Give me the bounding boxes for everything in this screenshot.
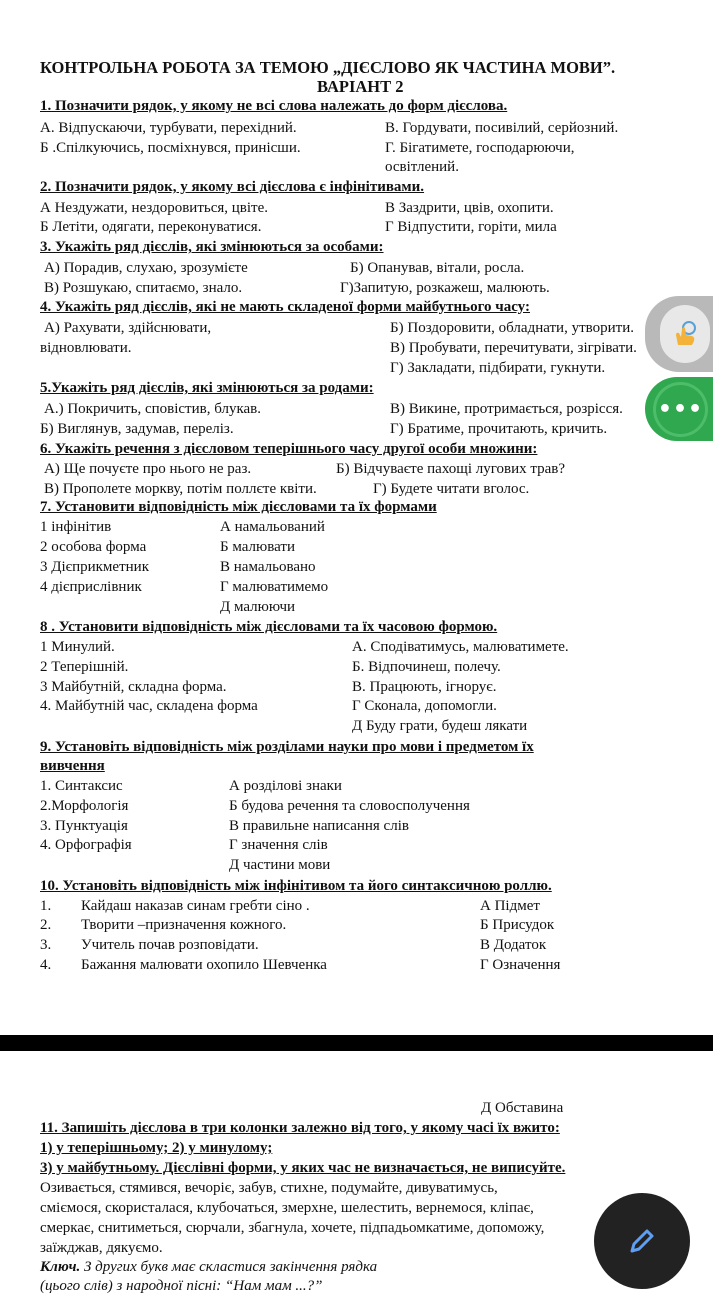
question-6-heading: 6. Укажіть речення з дієсловом теперішнього часу другої особи множини: [40,441,538,457]
q7-right-item: Б малювати [220,539,295,555]
q8-right-item: Г Сконала, допомогли. [352,698,497,714]
q9-left-item: 2.Морфологія [40,798,129,814]
q11-words-line: сміємося, скористалася, клубочаться, змерхне, шелестить, вернемося, кліпає, [40,1200,534,1216]
q1-option-c: Б .Спілкуючись, посміхнувся, принісши. [40,140,301,156]
q11-key-label: Ключ. [40,1259,81,1275]
q7-left-item: 2 особова форма [40,539,147,555]
q9-left-item: 4. Орфографія [40,837,132,853]
q11-key-text: З других букв має скластися закінчення рядка [80,1259,378,1275]
question-10-heading: 10. Установіть відповідність між інфінітивом та його синтаксичною роллю. [40,878,552,894]
question-9-heading: 9. Установіть відповідність між розділами науки про мови і предметом їх [40,739,534,755]
q10-number: 3. [40,937,52,953]
question-4-heading: 4. Укажіть ряд дієслів, які не мають складеної форми майбутнього часу: [40,299,530,315]
q10-sentence: Кайдаш наказав синам гребти сіно . [81,898,310,914]
q4-option-a: А) Рахувати, здійснювати, [44,320,212,336]
q4-option-c: В) Пробувати, перечитувати, зігрівати. [390,340,637,356]
q6-option-c: В) Прополете моркву, потім поллєте квіти. [44,481,317,497]
more-options-button[interactable] [653,382,708,437]
q6-option-d: Г) Будете читати вголос. [373,481,530,497]
hand-pointer-button[interactable] [660,305,710,363]
q11-words-line: Озивається, стямився, вечоріє, забув, стихне, подумайте, дивуватимусь, [40,1180,498,1196]
q6-option-b: Б) Відчуваєте пахощі лугових трав? [336,461,565,477]
q9-right-item: В правильне написання слів [229,818,409,834]
q4-option-a-cont: відновлювати. [40,340,132,356]
q10-sentence: Бажання малювати охопило Шевченка [81,957,327,973]
q11-words-line: заїжджав, дякуємо. [40,1240,163,1256]
question-11-heading-3: 3) у майбутньому. Дієслівні форми, у яких час не визначається, не виписуйте. [40,1160,566,1176]
q1-option-b: В. Гордувати, посивілий, серйозний. [385,120,619,136]
q2-option-a: А Нездужати, нездоровиться, цвіте. [40,200,269,216]
page-title: КОНТРОЛЬНА РОБОТА ЗА ТЕМОЮ „ДІЄСЛОВО ЯК ЧАСТИНА МОВИ”. [40,58,616,77]
q5-option-d: Г) Братиме, прочитають, кричить. [390,421,608,437]
question-3-heading: 3. Укажіть ряд дієслів, які змінюються за особами: [40,239,384,255]
q5-option-b: В) Викине, протримається, розрісся. [390,401,623,417]
q7-right-item: В намальовано [220,559,316,575]
q10-role: В Додаток [480,937,547,953]
q2-option-b: В Заздрити, цвів, охопити. [385,200,554,216]
question-1-heading: 1. Позначити рядок, у якому не всі слова належать до форм дієслова. [40,98,508,114]
q2-option-d: Г Відпустити, горіти, мила [385,219,557,235]
q8-left-item: 1 Минулий. [40,639,115,655]
q10-role: А Підмет [480,898,540,914]
q1-option-a: А. Відпускаючи, турбувати, перехідний. [40,120,297,136]
question-7-heading: 7. Установити відповідність між дієсловами та їх формами [40,499,437,515]
q8-right-item: Б. Відпочинеш, полечу. [352,659,501,675]
q7-right-item: А намальований [220,519,325,535]
q8-left-item: 3 Майбутній, складна форма. [40,679,227,695]
q10-sentence: Творити –призначення кожного. [81,917,287,933]
question-11-heading-2: 1) у теперішньому; 2) у минулому; [40,1140,273,1156]
variant-title: ВАРІАНТ 2 [317,77,404,96]
q9-right-item: А розділові знаки [229,778,342,794]
q7-left-item: 1 інфінітив [40,519,112,535]
question-5-heading: 5.Укажіть ряд дієслів, які змінюються за родами: [40,380,374,396]
question-11-heading: 11. Запишіть дієслова в три колонки залежно від того, у якому часі їх вжито: [40,1120,560,1136]
question-2-heading: 2. Позначити рядок, у якому всі дієслова є інфінітивами. [40,179,425,195]
q4-option-d: Г) Закладати, підбирати, гукнути. [390,360,606,376]
q9-right-item: Б будова речення та словосполучення [229,798,470,814]
q6-option-a: А) Ще почуєте про нього не раз. [44,461,252,477]
q10-role: Б Присудок [480,917,555,933]
q7-right-item: Д малюючи [220,599,296,615]
q10-number: 4. [40,957,52,973]
q9-left-item: 3. Пунктуація [40,818,128,834]
q1-option-d-cont: освітлений. [385,159,459,175]
q4-option-b: Б) Поздоровити, обладнати, утворити. [390,320,634,336]
q11-key-cont: (цього слів) з народної пісні: “Нам мам ...?” [40,1278,323,1294]
q8-right-item: Д Буду грати, будеш лякати [352,718,528,734]
question-8-heading: 8 . Установити відповідність між дієсловами та їх часовою формою. [40,619,498,635]
q10-role-extra: Д Обставина [481,1100,564,1116]
q9-right-item: Д частини мови [229,857,331,873]
q9-right-item: Г значення слів [229,837,328,853]
q7-right-item: Г малюватимемо [220,579,329,595]
q2-option-c: Б Летіти, одягати, переконуватися. [40,219,262,235]
q5-option-c: Б) Виглянув, задумав, переліз. [40,421,234,437]
q9-left-item: 1. Синтаксис [40,778,123,794]
q10-number: 1. [40,898,52,914]
q8-left-item: 2 Теперішній. [40,659,129,675]
q8-left-item: 4. Майбутній час, складена форма [40,698,258,714]
q7-left-item: 3 Дієприкметник [40,559,149,575]
q11-words-line: смеркає, снитиметься, сюрчали, збагнула, хочете, підпадьомкатиме, допоможу, [40,1220,545,1236]
q10-number: 2. [40,917,52,933]
q3-option-c: В) Розшукаю, спитаємо, знало. [44,280,243,296]
q10-sentence: Учитель почав розповідати. [81,937,259,953]
q3-option-d: Г)Запитую, розкажеш, малюють. [340,280,550,296]
q10-role: Г Означення [480,957,561,973]
q3-option-a: А) Порадив, слухаю, зрозумієте [44,260,248,276]
q8-right-item: В. Працюють, ігнорує. [352,679,497,695]
more-dots-icon: ••• [657,397,704,422]
hand-pointer-icon [670,319,700,349]
q8-right-item: А. Сподіватимусь, малюватимете. [352,639,569,655]
page-separator [0,1035,713,1051]
q7-left-item: 4 дієприслівник [40,579,142,595]
pencil-icon [625,1224,659,1258]
q5-option-a: А.) Покричить, сповістив, блукав. [44,401,261,417]
question-9-heading-cont: вивчення [40,758,105,774]
edit-button[interactable] [594,1193,690,1289]
q11-key [40,1258,377,1276]
q3-option-b: Б) Опанував, вітали, росла. [350,260,525,276]
q1-option-d: Г. Бігатимете, господарюючи, [385,140,575,156]
